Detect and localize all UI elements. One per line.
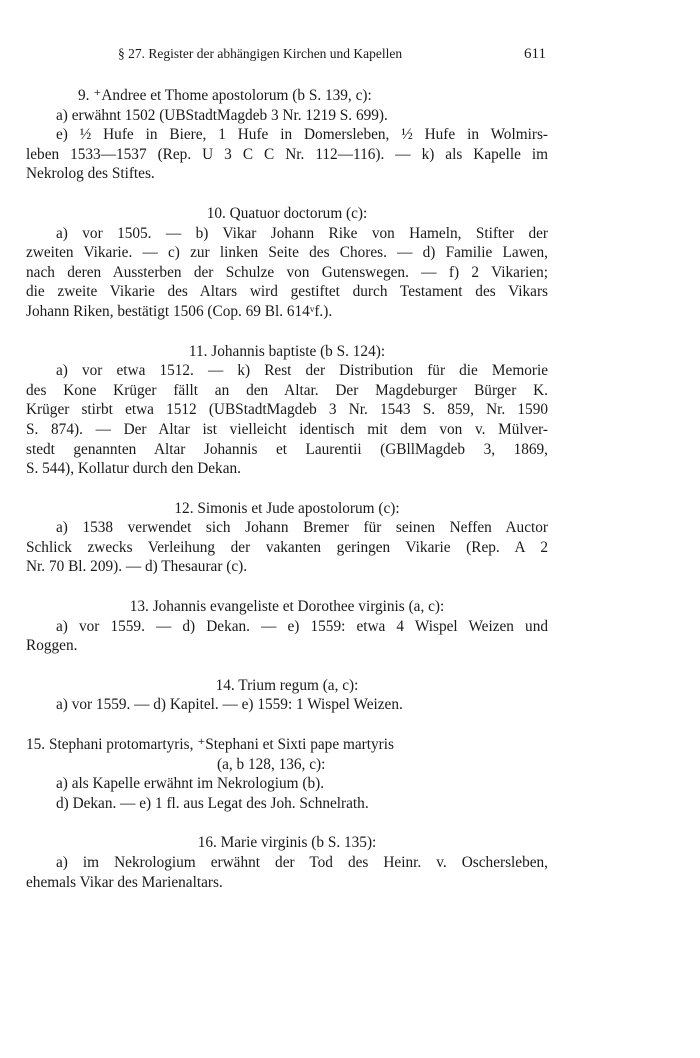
entry-heading: 9. ⁺Andree et Thome apostolorum (b S. 139, c):	[78, 87, 372, 104]
entry-line: ehemals Vikar des Marienaltars.	[26, 873, 223, 891]
entry-heading: 11. Johannis baptiste (b S. 124):	[188, 342, 386, 360]
entry-line: a) vor 1559. — d) Kapitel. — e) 1559: 1 Wispel Weizen.	[56, 696, 403, 714]
entry-16	[26, 833, 548, 892]
entry-12	[26, 499, 548, 577]
entry-line: e) ½ Hufe in Biere, 1 Hufe in Domersleben, ½ Hufe in Wolmirs-	[56, 126, 548, 144]
entry-line: Johann Riken, bestätigt 1506 (Cop. 69 Bl. 614ᵛf.).	[26, 302, 333, 320]
entry-line: Roggen.	[26, 637, 78, 655]
entry-10	[26, 204, 548, 322]
entry-line: a) vor 1559. — d) Dekan. — e) 1559: etwa 4 Wispel Weizen und	[56, 617, 548, 635]
entry-heading: 15. Stephani protomartyris, ⁺Stephani et Sixti pape martyris	[26, 736, 394, 754]
entry-line: a) 1538 verwendet sich Johann Bremer für seinen Neffen Auctor	[56, 519, 548, 537]
entry-line: d) Dekan. — e) 1 fl. aus Legat des Joh. Schnelrath.	[56, 794, 369, 812]
entry-line: a) vor etwa 1512. — k) Rest der Distribution für die Memorie	[56, 362, 548, 380]
entry-line: S. 544), Kollatur durch den Dekan.	[26, 460, 241, 478]
header-title: § 27. Register der abhängigen Kirchen und Kapellen	[118, 46, 403, 61]
entry-line: Krüger stirbt etwa 1512 (UBStadtMagdeb 3 Nr. 1543 S. 859, Nr. 1590	[26, 401, 548, 419]
entry-11	[26, 342, 548, 479]
entry-line: des Kone Krüger fällt an den Altar. Der Magdeburger Bürger K.	[26, 381, 548, 399]
entry-line: Nekrolog des Stiftes.	[26, 165, 155, 183]
entry-heading: 10. Quatuor doctorum (c):	[206, 204, 368, 222]
entry-line: a) als Kapelle erwähnt im Nekrologium (b).	[56, 775, 325, 793]
entry-line: S. 874). — Der Altar ist vielleicht identisch mit dem von v. Mülver-	[26, 420, 548, 438]
entry-line: a) erwähnt 1502 (UBStadtMagdeb 3 Nr. 1219 S. 699).	[56, 106, 388, 124]
entry-9	[26, 86, 548, 184]
entry-heading: 13. Johannis evangeliste et Dorothee virginis (a, c):	[129, 598, 445, 616]
entry-13	[26, 597, 548, 656]
body-text	[26, 86, 548, 912]
entry-line: Nr. 70 Bl. 209). — d) Thesaurar (c).	[26, 558, 248, 576]
entry-15	[26, 735, 548, 813]
entry-heading: 14. Trium regum (a, c):	[215, 676, 359, 694]
entry-line: a) vor 1505. — b) Vikar Johann Rike von Hameln, Stifter der	[56, 224, 548, 242]
entry-heading-continuation: (a, b 128, 136, c):	[217, 755, 326, 773]
entry-line: die zweite Vikarie des Altars wird gestiftet durch Testament des Vikars	[26, 283, 548, 301]
entry-14	[26, 676, 548, 715]
entry-line: stedt genannten Altar Johannis et Laurentii (GBllMagdeb 3, 1869,	[26, 440, 548, 458]
entry-line: leben 1533—1537 (Rep. U 3 C C Nr. 112—116). — k) als Kapelle im	[26, 145, 548, 163]
entry-line: a) im Nekrologium erwähnt der Tod des Heinr. v. Oschersleben,	[56, 854, 548, 871]
entry-line: Schlick zwecks Verleihung der vakanten geringen Vikarie (Rep. A 2	[26, 538, 548, 556]
entry-heading: 16. Marie virginis (b S. 135):	[197, 834, 377, 852]
running-header	[26, 46, 548, 66]
entry-line: zweiten Vikarie. — c) zur linken Seite des Chores. — d) Familie Lawen,	[26, 244, 548, 262]
entry-line: nach deren Aussterben der Schulze von Gutenswegen. — f) 2 Vikarien;	[26, 263, 548, 281]
page-number: 611	[524, 46, 546, 62]
entry-heading: 12. Simonis et Jude apostolorum (c):	[174, 499, 400, 517]
